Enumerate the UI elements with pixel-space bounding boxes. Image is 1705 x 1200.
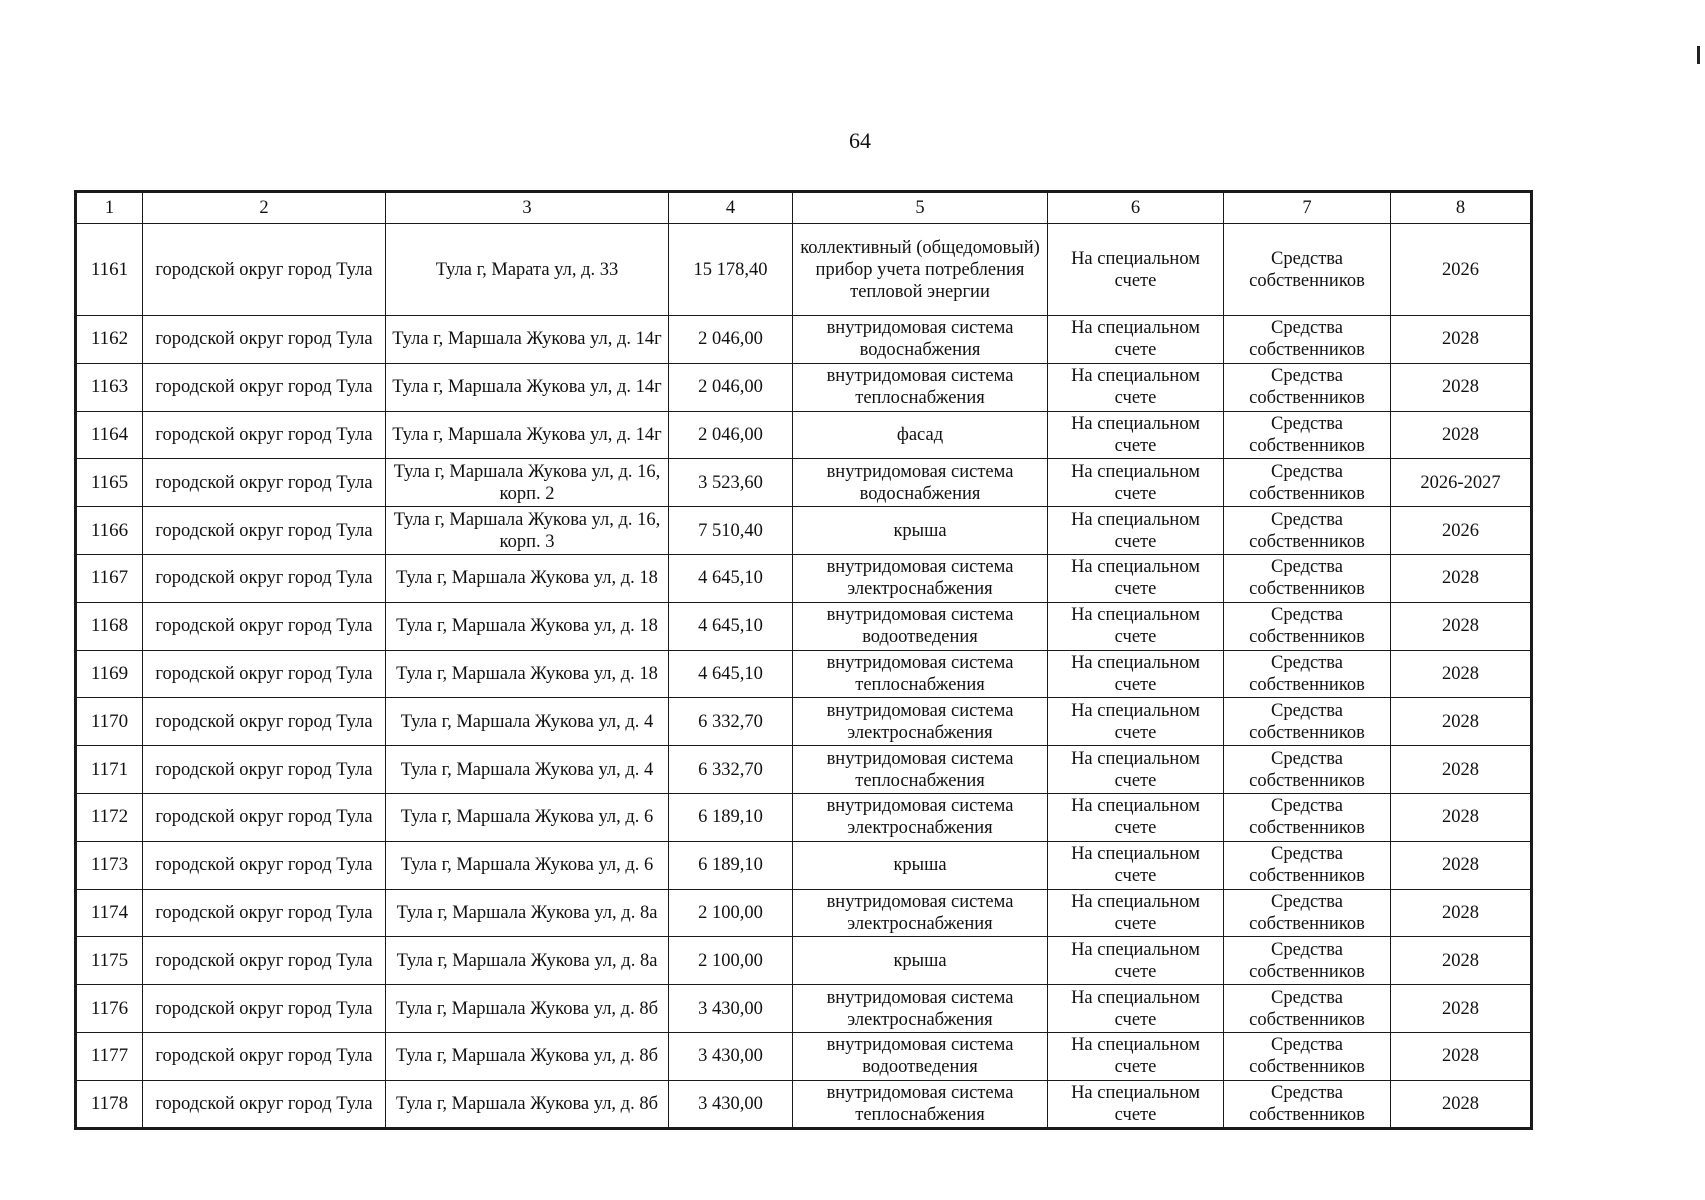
column-header: 1 [76,192,143,224]
year-cell: 2028 [1391,554,1532,602]
table-row [76,746,1532,794]
address-cell: Тула г, Маршала Жукова ул, д. 4 [386,698,669,746]
municipality-cell: городской округ город Тула [143,224,386,316]
row-number: 1161 [76,224,143,316]
work-type-cell: внутридомовая система теплоснабжения [793,1080,1048,1128]
account-method-cell: На специальном счете [1048,1080,1224,1128]
address-cell: Тула г, Маршала Жукова ул, д. 8а [386,889,669,937]
table-row [76,316,1532,364]
year-cell: 2028 [1391,841,1532,889]
table-row [76,841,1532,889]
row-number: 1168 [76,602,143,650]
work-type-cell: крыша [793,507,1048,555]
year-cell: 2026 [1391,507,1532,555]
table-row [76,554,1532,602]
work-type-cell: крыша [793,841,1048,889]
address-cell: Тула г, Маршала Жукова ул, д. 18 [386,554,669,602]
funding-source-cell: Средства собственников [1224,507,1391,555]
cost-cell: 2 046,00 [669,316,793,364]
year-cell: 2028 [1391,602,1532,650]
work-type-cell: внутридомовая система электроснабжения [793,698,1048,746]
table-row [76,411,1532,459]
cost-cell: 15 178,40 [669,224,793,316]
address-cell: Тула г, Маршала Жукова ул, д. 16, корп. 2 [386,459,669,507]
table-row [76,1080,1532,1128]
year-cell: 2028 [1391,937,1532,985]
cost-cell: 3 430,00 [669,1032,793,1080]
table-row [76,224,1532,316]
address-cell: Тула г, Маршала Жукова ул, д. 18 [386,650,669,698]
funding-source-cell: Средства собственников [1224,363,1391,411]
municipality-cell: городской округ город Тула [143,363,386,411]
year-cell: 2028 [1391,363,1532,411]
municipality-cell: городской округ город Тула [143,316,386,364]
cost-cell: 2 100,00 [669,889,793,937]
address-cell: Тула г, Маршала Жукова ул, д. 8б [386,1032,669,1080]
address-cell: Тула г, Маршала Жукова ул, д. 6 [386,793,669,841]
address-cell: Тула г, Маршала Жукова ул, д. 8б [386,985,669,1033]
year-cell: 2028 [1391,316,1532,364]
year-cell: 2026-2027 [1391,459,1532,507]
row-number: 1171 [76,746,143,794]
address-cell: Тула г, Маршала Жукова ул, д. 14г [386,411,669,459]
year-cell: 2028 [1391,985,1532,1033]
table-row [76,698,1532,746]
cost-cell: 6 332,70 [669,698,793,746]
row-number: 1167 [76,554,143,602]
account-method-cell: На специальном счете [1048,841,1224,889]
cost-cell: 3 430,00 [669,985,793,1033]
table-row [76,985,1532,1033]
municipality-cell: городской округ город Тула [143,1032,386,1080]
column-header: 4 [669,192,793,224]
work-type-cell: внутридомовая система электроснабжения [793,985,1048,1033]
address-cell: Тула г, Маршала Жукова ул, д. 6 [386,841,669,889]
table-row [76,889,1532,937]
funding-source-cell: Средства собственников [1224,224,1391,316]
row-number: 1164 [76,411,143,459]
column-header: 2 [143,192,386,224]
column-header: 6 [1048,192,1224,224]
address-cell: Тула г, Марата ул, д. 33 [386,224,669,316]
account-method-cell: На специальном счете [1048,507,1224,555]
table-row [76,459,1532,507]
funding-source-cell: Средства собственников [1224,1032,1391,1080]
row-number: 1166 [76,507,143,555]
capital-repair-table [74,190,1533,1130]
row-number: 1163 [76,363,143,411]
row-number: 1177 [76,1032,143,1080]
cost-cell: 4 645,10 [669,602,793,650]
address-cell: Тула г, Маршала Жукова ул, д. 4 [386,746,669,794]
year-cell: 2028 [1391,411,1532,459]
cost-cell: 4 645,10 [669,554,793,602]
account-method-cell: На специальном счете [1048,554,1224,602]
funding-source-cell: Средства собственников [1224,1080,1391,1128]
table-row [76,650,1532,698]
municipality-cell: городской округ город Тула [143,1080,386,1128]
work-type-cell: внутридомовая система электроснабжения [793,554,1048,602]
account-method-cell: На специальном счете [1048,985,1224,1033]
work-type-cell: внутридомовая система водоснабжения [793,459,1048,507]
address-cell: Тула г, Маршала Жукова ул, д. 8а [386,937,669,985]
funding-source-cell: Средства собственников [1224,459,1391,507]
funding-source-cell: Средства собственников [1224,316,1391,364]
municipality-cell: городской округ город Тула [143,650,386,698]
scan-edge-mark [1697,46,1700,64]
funding-source-cell: Средства собственников [1224,698,1391,746]
municipality-cell: городской округ город Тула [143,507,386,555]
account-method-cell: На специальном счете [1048,411,1224,459]
funding-source-cell: Средства собственников [1224,937,1391,985]
funding-source-cell: Средства собственников [1224,602,1391,650]
column-header: 7 [1224,192,1391,224]
account-method-cell: На специальном счете [1048,363,1224,411]
cost-cell: 6 189,10 [669,841,793,889]
account-method-cell: На специальном счете [1048,1032,1224,1080]
municipality-cell: городской округ город Тула [143,937,386,985]
work-type-cell: внутридомовая система теплоснабжения [793,650,1048,698]
row-number: 1165 [76,459,143,507]
row-number: 1174 [76,889,143,937]
work-type-cell: внутридомовая система водоотведения [793,602,1048,650]
account-method-cell: На специальном счете [1048,698,1224,746]
year-cell: 2028 [1391,1080,1532,1128]
row-number: 1178 [76,1080,143,1128]
municipality-cell: городской округ город Тула [143,554,386,602]
account-method-cell: На специальном счете [1048,602,1224,650]
account-method-cell: На специальном счете [1048,316,1224,364]
municipality-cell: городской округ город Тула [143,889,386,937]
year-cell: 2028 [1391,698,1532,746]
row-number: 1170 [76,698,143,746]
work-type-cell: внутридомовая система теплоснабжения [793,746,1048,794]
cost-cell: 6 189,10 [669,793,793,841]
funding-source-cell: Средства собственников [1224,554,1391,602]
municipality-cell: городской округ город Тула [143,841,386,889]
row-number: 1162 [76,316,143,364]
address-cell: Тула г, Маршала Жукова ул, д. 14г [386,316,669,364]
address-cell: Тула г, Маршала Жукова ул, д. 16, корп. 3 [386,507,669,555]
work-type-cell: внутридомовая система электроснабжения [793,889,1048,937]
account-method-cell: На специальном счете [1048,889,1224,937]
address-cell: Тула г, Маршала Жукова ул, д. 8б [386,1080,669,1128]
work-type-cell: внутридомовая система водоснабжения [793,316,1048,364]
funding-source-cell: Средства собственников [1224,841,1391,889]
year-cell: 2028 [1391,746,1532,794]
table-row [76,793,1532,841]
work-type-cell: внутридомовая система водоотведения [793,1032,1048,1080]
table-row [76,602,1532,650]
funding-source-cell: Средства собственников [1224,411,1391,459]
column-header: 5 [793,192,1048,224]
year-cell: 2028 [1391,793,1532,841]
cost-cell: 2 046,00 [669,363,793,411]
account-method-cell: На специальном счете [1048,224,1224,316]
municipality-cell: городской округ город Тула [143,459,386,507]
cost-cell: 2 100,00 [669,937,793,985]
row-number: 1172 [76,793,143,841]
address-cell: Тула г, Маршала Жукова ул, д. 18 [386,602,669,650]
work-type-cell: внутридомовая система электроснабжения [793,793,1048,841]
year-cell: 2028 [1391,889,1532,937]
municipality-cell: городской округ город Тула [143,698,386,746]
municipality-cell: городской округ город Тула [143,985,386,1033]
work-type-cell: коллективный (общедомовый) прибор учета потребления тепловой энергии [793,224,1048,316]
account-method-cell: На специальном счете [1048,459,1224,507]
column-header: 8 [1391,192,1532,224]
work-type-cell: крыша [793,937,1048,985]
funding-source-cell: Средства собственников [1224,985,1391,1033]
account-method-cell: На специальном счете [1048,746,1224,794]
year-cell: 2026 [1391,224,1532,316]
account-method-cell: На специальном счете [1048,793,1224,841]
row-number: 1175 [76,937,143,985]
cost-cell: 4 645,10 [669,650,793,698]
funding-source-cell: Средства собственников [1224,746,1391,794]
table-row [76,363,1532,411]
address-cell: Тула г, Маршала Жукова ул, д. 14г [386,363,669,411]
row-number: 1173 [76,841,143,889]
cost-cell: 2 046,00 [669,411,793,459]
cost-cell: 3 430,00 [669,1080,793,1128]
row-number: 1176 [76,985,143,1033]
work-type-cell: фасад [793,411,1048,459]
cost-cell: 7 510,40 [669,507,793,555]
municipality-cell: городской округ город Тула [143,411,386,459]
year-cell: 2028 [1391,650,1532,698]
page-number: 64 [849,128,871,153]
column-number-header-row [76,192,1532,224]
account-method-cell: На специальном счете [1048,937,1224,985]
cost-cell: 6 332,70 [669,746,793,794]
table-row [76,937,1532,985]
funding-source-cell: Средства собственников [1224,889,1391,937]
funding-source-cell: Средства собственников [1224,793,1391,841]
row-number: 1169 [76,650,143,698]
column-header: 3 [386,192,669,224]
municipality-cell: городской округ город Тула [143,746,386,794]
table-row [76,507,1532,555]
work-type-cell: внутридомовая система теплоснабжения [793,363,1048,411]
municipality-cell: городской округ город Тула [143,602,386,650]
cost-cell: 3 523,60 [669,459,793,507]
year-cell: 2028 [1391,1032,1532,1080]
table-row [76,1032,1532,1080]
account-method-cell: На специальном счете [1048,650,1224,698]
municipality-cell: городской округ город Тула [143,793,386,841]
funding-source-cell: Средства собственников [1224,650,1391,698]
